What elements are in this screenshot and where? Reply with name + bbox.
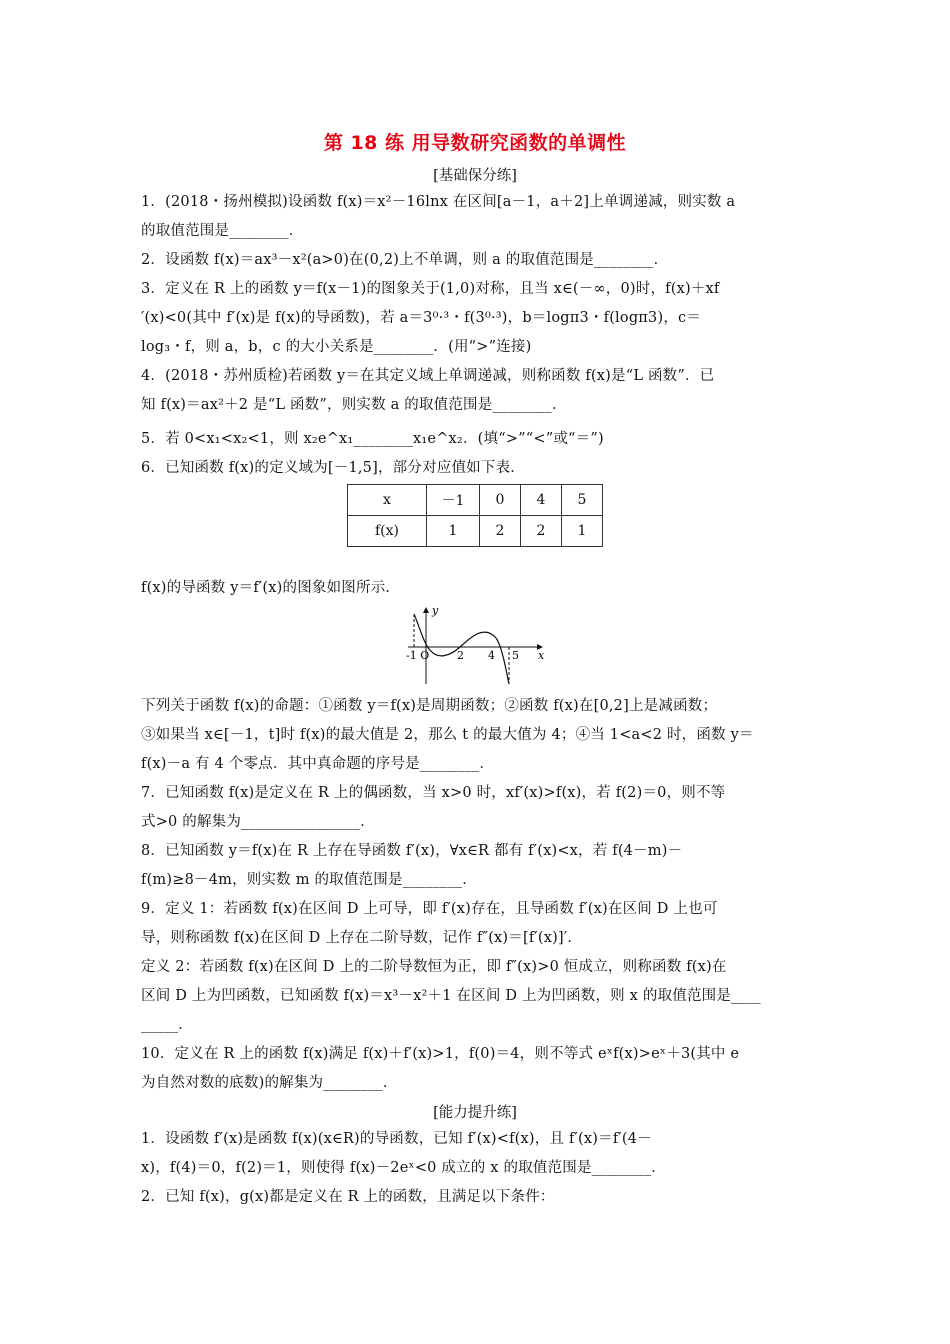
- text-line: f(x)的导函数 y＝f′(x)的图象如图所示．: [141, 580, 401, 596]
- values-table: [347, 484, 603, 547]
- table-cell: x: [348, 485, 427, 516]
- x-axis-label: x: [538, 649, 545, 662]
- table-cell: －1: [427, 485, 480, 516]
- text-line: 1．设函数 f′(x)是函数 f(x)(x∈R)的导函数，已知 f′(x)<f(x)，且 f′(x)＝f′(4－: [141, 1131, 652, 1147]
- text-line: 8．已知函数 y＝f(x)在 R 上存在导函数 f′(x)，∀x∈R 都有 f′(x)<x，若 f(4－m)－: [141, 843, 683, 859]
- tick-label: 2: [457, 649, 464, 662]
- text-line: 4．(2018・苏州质检)若函数 y＝在其定义域上单调递减，则称函数 f(x)是“L 函数”．已: [141, 368, 715, 384]
- text-line: 知 f(x)＝ax²＋2 是“L 函数”，则实数 a 的取值范围是________．: [141, 397, 567, 413]
- text-line: 5．若 0<x₁<x₂<1，则 x₂e^x₁________x₁e^x₂．(填“>”“<”或“＝”): [141, 431, 604, 447]
- text-line: ′(x)<0(其中 f′(x)是 f(x)的导函数)，若 a＝3⁰·³・f(3⁰·³)，b＝logπ3・f(logπ3)，c＝: [141, 310, 702, 326]
- derivative-graph: [402, 604, 552, 688]
- origin-label: -1 O: [406, 649, 430, 662]
- table-cell: 1: [427, 516, 480, 547]
- tick-label: 4: [488, 649, 495, 662]
- page-title: 第 18 练 用导数研究函数的单调性: [323, 132, 627, 154]
- text-line: log₃・f，则 a，b，c 的大小关系是________．(用“>”连接): [141, 339, 532, 355]
- text-line: 定义 2：若函数 f(x)在区间 D 上的二阶导数恒为正，即 f″(x)>0 恒成立，则称函数 f(x)在: [141, 959, 727, 975]
- section-advanced: [能力提升练]: [433, 1105, 517, 1121]
- text-line: 3．定义在 R 上的函数 y＝f(x－1)的图象关于(1,0)对称，且当 x∈(－∞，0)时，f(x)＋xf: [141, 281, 720, 297]
- table-row: [348, 485, 603, 516]
- text-line: 7．已知函数 f(x)是定义在 R 上的偶函数，当 x>0 时，xf′(x)>f(x)，若 f(2)＝0，则不等: [141, 785, 726, 801]
- table-row: [348, 516, 603, 547]
- text-line: 下列关于函数 f(x)的命题：①函数 y＝f(x)是周期函数；②函数 f(x)在[0,2]上是减函数；: [141, 698, 718, 714]
- text-line: x)，f(4)＝0，f(2)＝1，则使得 f(x)－2eˣ<0 成立的 x 的取值范围是________．: [141, 1160, 666, 1176]
- text-line: ③如果当 x∈[－1，t]时 f(x)的最大值是 2，那么 t 的最大值为 4；④当 1<a<2 时，函数 y＝: [141, 727, 754, 743]
- tick-label: 5: [512, 649, 519, 662]
- text-line: 区间 D 上为凹函数，已知函数 f(x)＝x³－x²＋1 在区间 D 上为凹函数，则 x 的取值范围是____: [141, 988, 761, 1004]
- section-basic: [基础保分练]: [433, 168, 517, 184]
- y-axis-label: y: [432, 604, 439, 617]
- text-line: 9．定义 1：若函数 f(x)在区间 D 上可导，即 f′(x)存在，且导函数 f′(x)在区间 D 上也可: [141, 901, 718, 917]
- text-line: 2．已知 f(x)，g(x)都是定义在 R 上的函数，且满足以下条件：: [141, 1189, 555, 1205]
- text-line: 6．已知函数 f(x)的定义域为[－1,5]，部分对应值如下表．: [141, 460, 525, 476]
- table-cell: 5: [562, 485, 603, 516]
- text-line: 1．(2018・扬州模拟)设函数 f(x)＝x²－16lnx 在区间[a－1，a＋2]上单调递减，则实数 a: [141, 194, 736, 210]
- text-line: f(x)－a 有 4 个零点．其中真命题的序号是________．: [141, 756, 495, 772]
- table-cell: f(x): [348, 516, 427, 547]
- text-line: 导，则称函数 f(x)在区间 D 上存在二阶导数，记作 f″(x)＝[f′(x)]′．: [141, 930, 583, 946]
- table-cell: 2: [521, 516, 562, 547]
- text-line: f(m)≥8－4m，则实数 m 的取值范围是________．: [141, 872, 477, 888]
- text-line: _____．: [141, 1017, 193, 1033]
- text-line: 2．设函数 f(x)＝ax³－x²(a>0)在(0,2)上不单调，则 a 的取值范围是________．: [141, 252, 669, 268]
- text-line: 的取值范围是________．: [141, 223, 304, 239]
- table-cell: 2: [480, 516, 521, 547]
- text-line: 式>0 的解集为________________．: [141, 814, 375, 830]
- table-cell: 1: [562, 516, 603, 547]
- text-line: 10．定义在 R 上的函数 f(x)满足 f(x)＋f′(x)>1，f(0)＝4，则不等式 eˣf(x)>eˣ＋3(其中 e: [141, 1046, 740, 1062]
- table-cell: 4: [521, 485, 562, 516]
- text-line: 为自然对数的底数)的解集为________．: [141, 1075, 398, 1091]
- table-cell: 0: [480, 485, 521, 516]
